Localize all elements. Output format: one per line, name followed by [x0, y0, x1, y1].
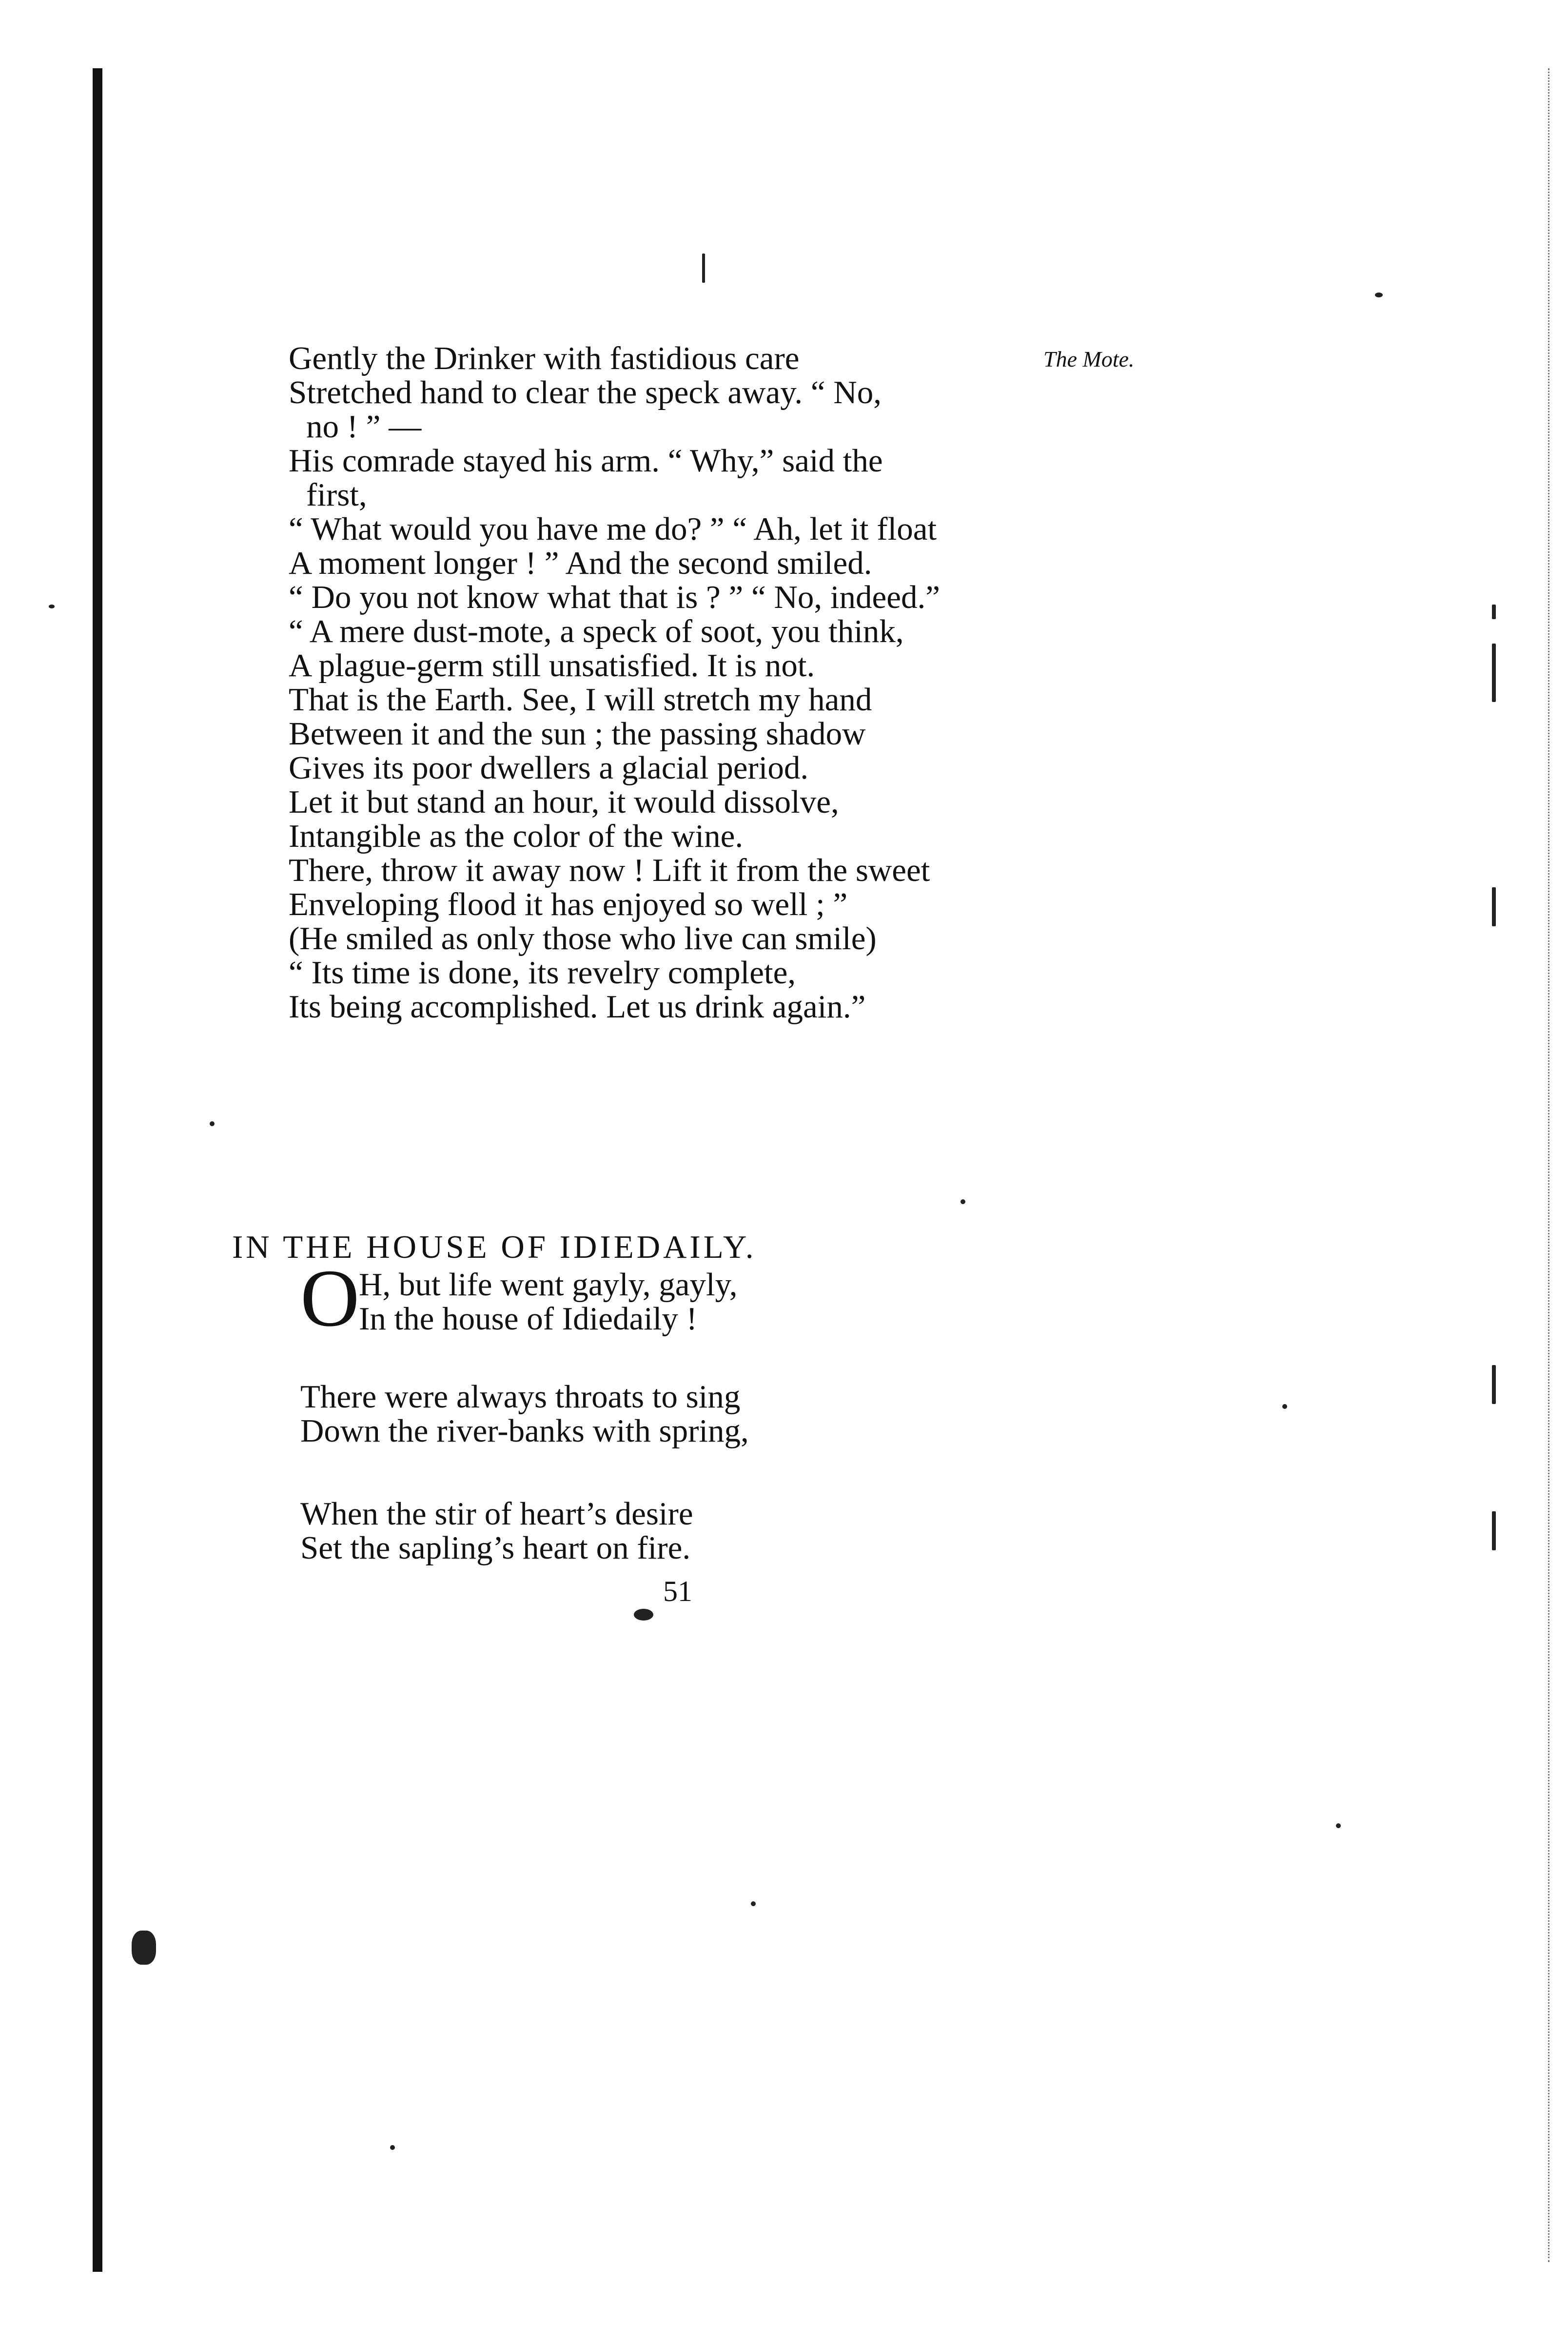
poem-line: There, throw it away now ! Lift it from the sweet: [289, 852, 930, 888]
scan-speck: [751, 1901, 756, 1906]
poem-line: Down the river-banks with spring,: [300, 1413, 749, 1449]
poem-line: When the stir of heart’s desire: [300, 1496, 693, 1532]
poem-line: “ Do you not know what that is ? ” “ No, indeed.”: [289, 579, 940, 615]
page-number: 51: [663, 1575, 692, 1607]
poem-line: A plague-germ still unsatisfied. It is not.: [289, 647, 815, 683]
marginal-note: The Mote.: [1043, 347, 1135, 371]
poem-line: Between it and the sun ; the passing shadow: [289, 716, 866, 752]
stanza: [300, 1497, 693, 1565]
poem-line: Gives its poor dwellers a glacial period.: [289, 750, 809, 786]
scan-speck: [1336, 1823, 1341, 1828]
poem-line: “ What would you have me do? ” “ Ah, let it float: [289, 511, 937, 547]
scan-speck: [49, 605, 55, 608]
scan-speck: [1492, 1511, 1496, 1550]
scan-speck: [1492, 887, 1496, 926]
poem-line: (He smiled as only those who live can smile): [289, 920, 877, 957]
scan-speck: [702, 254, 705, 283]
poem-line: In the house of Idiedaily !: [359, 1301, 697, 1337]
poem-line: “ Its time is done, its revelry complete,: [289, 955, 796, 991]
scan-speck: [210, 1121, 215, 1126]
poem-line: first,: [306, 477, 367, 513]
page-edge-shadow: [1548, 68, 1556, 2262]
opening-lines: [359, 1268, 738, 1336]
scan-speck: [1492, 605, 1496, 619]
poem-line: H, but life went gayly, gayly,: [359, 1267, 738, 1303]
poem-line: “ A mere dust-mote, a speck of soot, you think,: [289, 613, 904, 649]
opening-stanza: [300, 1253, 885, 1344]
scan-speck: [1375, 293, 1383, 297]
scan-speck: [1492, 1365, 1496, 1404]
binding-shadow: [93, 68, 102, 2272]
poem-line: no ! ” —: [306, 409, 422, 445]
poem-the-mote: [289, 341, 1049, 1024]
poem-line: Its being accomplished. Let us drink again.”: [289, 989, 866, 1025]
poem-line: Gently the Drinker with fastidious care: [289, 340, 800, 376]
poem-line: That is the Earth. See, I will stretch my hand: [289, 682, 872, 718]
scan-speck: [634, 1609, 653, 1621]
poem-line: Stretched hand to clear the speck away. “ No,: [289, 374, 882, 410]
poem-line: Enveloping flood it has enjoyed so well ; ”: [289, 886, 848, 922]
scan-speck: [132, 1931, 156, 1965]
scan-speck: [390, 2145, 395, 2150]
section-heading: IN THE HOUSE OF IDIEDAILY.: [232, 1229, 757, 1265]
poem-line: Intangible as the color of the wine.: [289, 818, 744, 854]
scan-speck: [1282, 1404, 1287, 1409]
scan-speck: [1492, 644, 1496, 702]
poem-line: His comrade stayed his arm. “ Why,” said the: [289, 443, 883, 479]
scan-speck: [960, 1199, 965, 1204]
stanza: [300, 1380, 749, 1448]
poem-line: A moment longer ! ” And the second smiled.: [289, 545, 872, 581]
poem-line: Let it but stand an hour, it would dissolve,: [289, 784, 839, 820]
poem-line: There were always throats to sing: [300, 1379, 741, 1415]
drop-cap: O: [300, 1253, 360, 1344]
poem-line: Set the sapling’s heart on fire.: [300, 1530, 691, 1566]
